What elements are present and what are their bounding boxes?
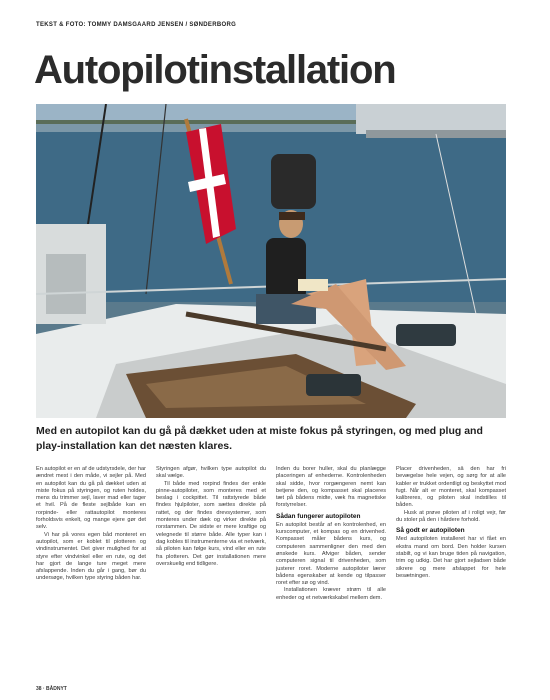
body-column-1 (36, 466, 146, 684)
body-paragraph: Inden du borer huller, skal du planlægge placeringen af enhederne. Kontrolenheden skal sidde, hvor rorgængeren nemt kan betjene den, og kompasset skal placeres tæt på bådens midte, væk fra magnetiske forstyrrelser. (276, 466, 386, 509)
section-subhead: Så godt er autopiloten (396, 527, 465, 535)
body-paragraph: Til både med rorpind findes der enkle pinne-autopiloter, som monteres med et beslag i cockpittet. Til rattstyrede både findes hjulpiloter, som sættes direkte på rattet, og der findes drevsystemer, som monteres under dæk og virker direkte på rorstammen. De sidste er mere kraftige og velegnede til større både. Alle typer kan i dag kobles til instrumenterne via et netværk, så piloten kan følge kurs, vind eller en rute fra plotteren. Det gør installationen mere overskuelig end tidligere. (156, 480, 266, 567)
section-subhead: Sådan fungerer autopiloten (276, 512, 361, 520)
article-credit: TEKST & FOTO: TOMMY DAMSGAARD JENSEN / SØNDERBORG (36, 22, 237, 28)
body-column-4 (396, 466, 506, 684)
body-paragraph: Styringen afgør, hvilken type autopilot du skal vælge. (156, 466, 266, 480)
page-folio: 38 · BÅDNYT (36, 686, 67, 692)
body-column-3 (276, 466, 386, 684)
sailboat-photo-icon (36, 104, 506, 418)
body-paragraph: Installationen kræver strøm til alle enheder og et netværkskabel mellem dem. (276, 587, 386, 601)
body-paragraph: Husk at prøve piloten af i roligt vejr, før du stoler på den i hårdere forhold. (396, 509, 506, 524)
body-paragraph: Vi har på vores egen båd monteret en autopilot, som er koblet til plotteren og vindinstrumentet. Det giver mulighed for at styre efter vindvinkel eller en rute, og det har gjort de lange ture meget mere afslappende. Inden du går i gang, bør du undersøge, hvilken type styring båden har. (36, 531, 146, 582)
article-body (36, 466, 506, 684)
body-column-2 (156, 466, 266, 684)
article-headline: Autopilotinstallation (34, 48, 396, 92)
body-paragraph: Placer drivenheden, så den har fri bevægelse hele vejen, og sørg for at alle kabler er trukket ordentligt og beskyttet mod fugt. Når alt er monteret, skal kompasset kalibreres, og piloten skal indstilles til båden. (396, 466, 506, 509)
body-paragraph: Med autopiloten installeret har vi fået en ekstra mand om bord. Den holder kursen stabilt, og vi kan bruge tiden på navigation, trim og udkig. Det har gjort sejladsen både sikrere og mere afslappet for hele besætningen. (396, 536, 506, 579)
body-paragraph: En autopilot består af en kontrolenhed, en kurscomputer, et kompas og en drivenhed. Kompasset måler bådens kurs, og computeren sammenligner den med den ønskede kurs. Afviger båden, sender computeren signal til drivenheden, som justerer roret. Moderne autopiloter lærer bådens egenskaber at kende og tilpasser roret efter sø og vind. (276, 521, 386, 587)
article-lede: Med en autopilot kan du gå på dækket uden at miste fokus på styringen, og med plug and play-installation kan det næsten klares. (36, 425, 483, 452)
body-paragraph: En autopilot er en af de udstyrsdele, der har ændret mest i den måde, vi sejler på. Med en autopilot kan du gå på dækket uden at miste fokus på styringen, og ruten holdes, mens du trimmer sejl, laver mad eller tager et hvil. På de fleste sejlbåde kan en rorpinde- eller rattautopilot monteres forholdsvis enkelt, og mange ejere gør det selv. (36, 466, 146, 531)
hero-photo (36, 104, 506, 418)
